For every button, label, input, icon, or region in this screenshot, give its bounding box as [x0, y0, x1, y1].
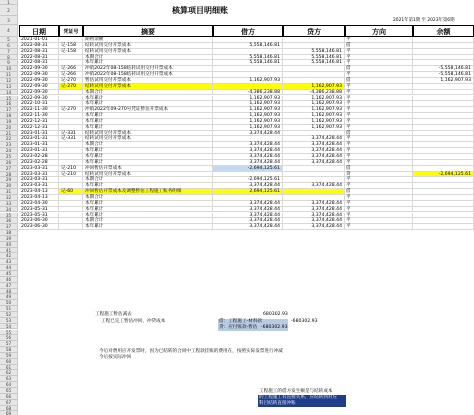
row-date[interactable]: 2023-01-31 — [19, 131, 59, 137]
row-date[interactable]: 2022-09-30 — [19, 96, 59, 102]
row-number[interactable]: 52 — [0, 312, 18, 318]
row-date[interactable]: 2023-06-30 — [19, 218, 59, 224]
row-number[interactable]: 66 — [0, 394, 18, 400]
row-direction[interactable]: 借 — [345, 131, 413, 137]
row-date[interactable]: 2023-01-31 — [19, 142, 59, 148]
row-number[interactable]: 45 — [0, 271, 18, 277]
row-number[interactable]: 10 — [0, 66, 18, 72]
row-summary[interactable]: 本期合计 — [83, 90, 213, 96]
row-number[interactable]: 59 — [0, 353, 18, 359]
row-number[interactable]: 35 — [0, 213, 18, 219]
row-summary[interactable]: 本期合计 — [83, 142, 213, 148]
row-date[interactable]: 2023-05-31 — [19, 213, 59, 219]
row-credit[interactable]: 1,162,907.93 — [283, 113, 345, 119]
row-debit[interactable]: -4,386,238.88 — [213, 90, 283, 96]
row-summary[interactable]: 结转试用交付开票成本 — [83, 136, 213, 142]
row-debit[interactable]: 1,162,907.93 — [213, 96, 283, 102]
row-number[interactable]: 63 — [0, 376, 18, 382]
header-balance: 余额 — [413, 25, 474, 37]
row-summary[interactable]: 结转试用交付开票成本 — [83, 43, 213, 49]
note-value[interactable]: -680302.93 — [291, 319, 318, 324]
row-number[interactable]: 26 — [0, 160, 18, 166]
note-value[interactable]: -680302.93 — [261, 325, 288, 330]
row-date[interactable]: 2022-10-31 — [19, 101, 59, 107]
row-credit[interactable]: 1,162,907.93 — [283, 125, 345, 131]
row-number[interactable]: 37 — [0, 224, 18, 230]
row-date[interactable]: 2023-04-13 — [19, 195, 59, 201]
header-credit: 贷方 — [283, 25, 345, 37]
row-number[interactable]: 11 — [0, 72, 18, 78]
row-date[interactable]: 2022-11-30 — [19, 107, 59, 113]
row-number[interactable]: 61 — [0, 365, 18, 371]
row-summary[interactable]: 本年累计 — [83, 201, 213, 207]
note-entry[interactable]: 贷：应付账款-暂估 — [218, 325, 288, 331]
row-debit[interactable]: 1,162,907.93 — [213, 119, 283, 125]
row-credit[interactable]: 3,374,428.44 — [283, 160, 345, 166]
row-summary[interactable]: 本年累计 — [83, 224, 213, 230]
ledger-title: 核算项目明细账 — [172, 6, 228, 15]
row-number[interactable]: 58 — [0, 347, 18, 353]
row-voucher[interactable]: 记-158 — [59, 49, 83, 55]
row-direction[interactable]: 平 — [345, 213, 413, 219]
row-debit[interactable]: -2,694,125.61 — [213, 166, 283, 172]
row-debit[interactable]: 1,162,907.93 — [213, 125, 283, 131]
row-summary[interactable]: 冲销2022年09-270号凭证暂估开票成本 — [83, 107, 213, 113]
row-number[interactable]: 50 — [0, 300, 18, 306]
row-direction[interactable]: 平 — [345, 49, 413, 55]
row-date[interactable]: 2023-03-31 — [19, 183, 59, 189]
row-credit[interactable]: 3,374,428.44 — [283, 201, 345, 207]
row-direction[interactable]: 平 — [345, 119, 413, 125]
row-debit[interactable]: 3,374,428.44 — [213, 213, 283, 219]
row-credit[interactable]: 3,374,428.44 — [283, 183, 345, 189]
row-number[interactable]: 39 — [0, 236, 18, 242]
row-number[interactable]: 22 — [0, 136, 18, 142]
row-credit[interactable]: 1,162,907.93 — [283, 96, 345, 102]
row-credit[interactable]: 3,374,428.44 — [283, 213, 345, 219]
row-direction[interactable]: 平 — [345, 136, 413, 142]
row-summary[interactable]: 本年累计 — [83, 125, 213, 131]
row-credit[interactable]: 3,374,428.44 — [283, 224, 345, 230]
row-credit[interactable]: 3,374,428.44 — [283, 218, 345, 224]
row-number[interactable]: 68 — [0, 406, 18, 412]
row-summary[interactable]: 结转试用交付开票成本 — [83, 84, 213, 90]
row-number[interactable]: 47 — [0, 283, 18, 289]
row-number[interactable]: 54 — [0, 324, 18, 330]
header-voucher: 凭证号 — [59, 25, 83, 37]
header-direction: 方向 — [345, 25, 413, 37]
note-value[interactable]: 680302.93 — [263, 312, 288, 317]
row-number[interactable]: 30 — [0, 183, 18, 189]
row-number[interactable]: 46 — [0, 277, 18, 283]
row-number[interactable]: 44 — [0, 265, 18, 271]
row-voucher[interactable]: 记-331 — [59, 136, 83, 142]
period-range: 2021年第1期 至 2023年第6期 — [393, 18, 455, 23]
row-summary[interactable]: 结转试用交付开票成本 — [83, 49, 213, 55]
row-direction[interactable]: 平 — [345, 177, 413, 183]
row-date[interactable]: 2022-08-31 — [19, 43, 59, 49]
row-credit[interactable]: 3,374,428.44 — [283, 136, 345, 142]
row-number[interactable]: 29 — [0, 177, 18, 183]
row-debit[interactable]: 3,374,428.44 — [213, 218, 283, 224]
row-summary[interactable]: 本年累计 — [83, 119, 213, 125]
row-credit[interactable]: 1,162,907.93 — [283, 84, 345, 90]
row-number[interactable]: 48 — [0, 289, 18, 295]
row-summary[interactable]: 冲回暂估开票成本 — [83, 166, 213, 172]
row-direction[interactable]: 借 — [345, 66, 413, 72]
row-number[interactable]: 16 — [0, 101, 18, 107]
row-date[interactable]: 2022-08-31 — [19, 49, 59, 55]
row-date[interactable]: 2022-09-30 — [19, 78, 59, 84]
row-date[interactable]: 2023-05-31 — [19, 207, 59, 213]
row-summary[interactable]: 结转试用交付开票成本 — [83, 131, 213, 137]
row-debit[interactable]: -2,694,125.61 — [213, 177, 283, 183]
row-number[interactable]: 32 — [0, 195, 18, 201]
row-summary[interactable]: 冲销2022年08-158结转试用交付开票成本 — [83, 66, 213, 72]
row-debit[interactable]: 1,162,907.93 — [213, 113, 283, 119]
row-summary[interactable]: 本年累计 — [83, 101, 213, 107]
row-summary[interactable]: 本年累计 — [83, 60, 213, 66]
row-balance[interactable] — [413, 224, 474, 230]
row-number[interactable]: 9 — [0, 60, 18, 66]
note-text[interactable]: 的工程施工有直接关系，应结转到对应 — [258, 395, 346, 401]
row-debit[interactable]: 3,374,428.44 — [213, 160, 283, 166]
row-direction[interactable]: 平 — [345, 160, 413, 166]
row-direction[interactable]: 平 — [345, 37, 413, 43]
row-direction[interactable]: 平 — [345, 125, 413, 131]
row-debit[interactable]: 1,162,907.93 — [213, 101, 283, 107]
row-number[interactable]: 34 — [0, 207, 18, 213]
row-summary[interactable]: 本年累计 — [83, 213, 213, 219]
row-number[interactable]: 2 — [0, 5, 18, 16]
row-date[interactable]: 2023-04-13 — [19, 189, 59, 195]
row-direction[interactable]: 平 — [345, 142, 413, 148]
row-direction[interactable]: 平 — [345, 207, 413, 213]
row-date[interactable]: 2022-11-30 — [19, 113, 59, 119]
row-direction[interactable]: 贷 — [345, 172, 413, 178]
row-debit[interactable]: 3,374,428.44 — [213, 142, 283, 148]
row-balance[interactable]: -5,558,146.81 — [413, 66, 474, 72]
row-number[interactable]: 33 — [0, 201, 18, 207]
row-credit[interactable]: 5,558,146.81 — [283, 55, 345, 61]
row-direction[interactable]: 平 — [345, 195, 413, 201]
row-number[interactable]: 65 — [0, 388, 18, 394]
row-number[interactable]: 21 — [0, 131, 18, 137]
row-summary[interactable]: 本期合计 — [83, 218, 213, 224]
row-number[interactable]: 25 — [0, 154, 18, 160]
row-summary[interactable]: 本年累计 — [83, 160, 213, 166]
row-direction[interactable]: 借 — [345, 166, 413, 172]
note-text[interactable]: 科目结转直接冲账 — [258, 401, 346, 407]
row-date[interactable]: 2023-02-28 — [19, 160, 59, 166]
row-direction[interactable]: 平 — [345, 96, 413, 102]
row-date[interactable]: 2023-02-28 — [19, 154, 59, 160]
row-summary[interactable]: 期初余额 — [83, 37, 213, 43]
note-text[interactable]: 今后按实际冲回 — [99, 355, 132, 360]
row-date[interactable]: 2023-04-30 — [19, 201, 59, 207]
note-text[interactable]: 工程施工的借方发生额是与结转成本 — [259, 389, 333, 394]
row-direction[interactable]: 借 — [345, 189, 413, 195]
row-number[interactable]: 55 — [0, 330, 18, 336]
row-number[interactable]: 67 — [0, 400, 18, 406]
row-date[interactable]: 2022-09-30 — [19, 84, 59, 90]
row-summary[interactable]: 本期合计 — [83, 55, 213, 61]
row-summary[interactable]: 本期合计 — [83, 195, 213, 201]
row-voucher[interactable]: 记-158 — [59, 43, 83, 49]
row-summary[interactable]: 本年累计 — [83, 154, 213, 160]
row-summary[interactable]: 本年累计 — [83, 113, 213, 119]
row-number[interactable]: 7 — [0, 49, 18, 55]
row-date[interactable]: 2022-08-31 — [19, 55, 59, 61]
row-number[interactable]: 18 — [0, 113, 18, 119]
row-number[interactable]: 24 — [0, 148, 18, 154]
row-voucher[interactable]: 记-210 — [59, 166, 83, 172]
row-summary[interactable]: 暂估试用交付开票成本 — [83, 78, 213, 84]
row-credit[interactable]: 3,374,428.44 — [283, 207, 345, 213]
row-credit[interactable]: -4,386,238.88 — [283, 90, 345, 96]
row-number[interactable]: 14 — [0, 90, 18, 96]
row-voucher[interactable] — [59, 224, 83, 230]
row-date[interactable]: 2023-03-31 — [19, 172, 59, 178]
row-date[interactable]: 2021-01-01 — [19, 37, 59, 43]
row-direction[interactable]: 平 — [345, 107, 413, 113]
row-direction[interactable]: 借 — [345, 43, 413, 49]
row-direction[interactable]: 平 — [345, 183, 413, 189]
row-number[interactable]: 8 — [0, 55, 18, 61]
row-number[interactable]: 4 — [0, 25, 18, 37]
row-voucher[interactable]: 记-270 — [59, 78, 83, 84]
row-number[interactable]: 31 — [0, 189, 18, 195]
row-voucher[interactable]: 记-270 — [59, 84, 83, 90]
note-text[interactable]: 工程已完工暂估冲回，冲贷成本 — [101, 319, 166, 324]
row-credit[interactable]: 3,374,428.44 — [283, 148, 345, 154]
row-number[interactable]: 5 — [0, 37, 18, 43]
row-debit[interactable]: 3,374,428.44 — [213, 207, 283, 213]
row-date[interactable]: 2023-03-31 — [19, 166, 59, 172]
row-number[interactable]: 17 — [0, 107, 18, 113]
row-number[interactable]: 6 — [0, 43, 18, 49]
row-number[interactable]: 19 — [0, 119, 18, 125]
note-text[interactable]: 今后对费用应开发票时，因为已结转的合同中工程款挂账的费用在，按照实际发票进行冲减 — [99, 349, 283, 354]
row-direction[interactable]: 借 — [345, 78, 413, 84]
row-direction[interactable]: 平 — [345, 154, 413, 160]
row-number[interactable]: 3 — [0, 16, 18, 25]
row-summary[interactable]: 本期合计 — [83, 177, 213, 183]
row-number[interactable]: 36 — [0, 218, 18, 224]
header-debit: 借方 — [213, 25, 283, 37]
row-direction[interactable]: 平 — [345, 60, 413, 66]
row-debit[interactable]: 5,558,146.81 — [213, 55, 283, 61]
row-balance[interactable]: -2,694,125.61 — [413, 172, 474, 178]
row-debit[interactable]: 2,694,125.61 — [213, 189, 283, 195]
row-voucher[interactable]: 记-60 — [59, 189, 83, 195]
row-credit[interactable]: 1,162,907.93 — [283, 101, 345, 107]
row-number[interactable]: 64 — [0, 382, 18, 388]
row-number[interactable]: 60 — [0, 359, 18, 365]
row-date[interactable]: 2023-06-30 — [19, 224, 59, 230]
row-date[interactable]: 2022-09-30 — [19, 66, 59, 72]
row-date[interactable]: 2022-12-31 — [19, 119, 59, 125]
row-debit[interactable]: 3,374,428.44 — [213, 131, 283, 137]
row-direction[interactable]: 平 — [345, 55, 413, 61]
row-date[interactable]: 2022-08-31 — [19, 60, 59, 66]
row-summary[interactable]: 本年累计 — [83, 148, 213, 154]
row-number[interactable]: 57 — [0, 341, 18, 347]
row-number[interactable]: 53 — [0, 318, 18, 324]
row-date[interactable]: 2023-01-31 — [19, 148, 59, 154]
row-number[interactable]: 69 — [0, 411, 18, 415]
row-number[interactable]: 40 — [0, 242, 18, 248]
note-text[interactable]: 工程施工暂估减去 — [95, 312, 132, 317]
row-summary[interactable]: 本年累计 — [83, 207, 213, 213]
row-voucher[interactable]: 记-266 — [59, 66, 83, 72]
row-debit[interactable]: 3,374,428.44 — [213, 148, 283, 154]
row-balance[interactable]: 1,162,907.93 — [413, 78, 474, 84]
row-debit[interactable]: 1,162,907.93 — [213, 78, 283, 84]
row-direction[interactable]: 平 — [345, 148, 413, 154]
note-entry[interactable]: 借：工程施工-材料款 — [218, 319, 288, 325]
row-direction[interactable]: 平 — [345, 224, 413, 230]
row-date[interactable]: 2022-12-31 — [19, 125, 59, 131]
row-credit[interactable]: 5,558,146.81 — [283, 60, 345, 66]
row-credit[interactable]: 1,162,907.93 — [283, 119, 345, 125]
row-summary[interactable]: 本年累计 — [83, 96, 213, 102]
row-number[interactable]: 42 — [0, 253, 18, 259]
row-voucher[interactable]: 记-266 — [59, 72, 83, 78]
row-number[interactable]: 12 — [0, 78, 18, 84]
row-number[interactable]: 62 — [0, 370, 18, 376]
row-summary[interactable]: 冲回暂估开票成本及调整暂估工程施工账务明细 — [83, 189, 213, 195]
row-number[interactable]: 41 — [0, 248, 18, 254]
row-direction[interactable]: 平 — [345, 201, 413, 207]
row-summary[interactable]: 结转试用交付开票成本 — [83, 172, 213, 178]
row-number[interactable]: 38 — [0, 230, 18, 236]
header-summary: 摘要 — [83, 25, 213, 37]
row-number[interactable]: 15 — [0, 96, 18, 102]
row-debit[interactable]: 3,374,428.44 — [213, 201, 283, 207]
row-credit[interactable]: 5,558,146.81 — [283, 49, 345, 55]
row-voucher[interactable]: 记-210 — [59, 172, 83, 178]
row-summary[interactable]: 冲销2022年08-158结转试用交付开票成本 — [83, 72, 213, 78]
row-date[interactable]: 2022-09-30 — [19, 72, 59, 78]
row-voucher[interactable]: 记-331 — [59, 131, 83, 137]
row-number[interactable]: 51 — [0, 306, 18, 312]
row-number[interactable]: 49 — [0, 294, 18, 300]
row-credit[interactable]: 3,374,428.44 — [283, 142, 345, 148]
row-date[interactable]: 2023-01-31 — [19, 136, 59, 142]
row-balance[interactable]: -5,558,146.81 — [413, 72, 474, 78]
row-debit[interactable]: 5,558,146.81 — [213, 60, 283, 66]
row-number[interactable]: 1 — [0, 0, 18, 5]
row-direction[interactable]: 平 — [345, 101, 413, 107]
row-direction[interactable]: 平 — [345, 113, 413, 119]
row-number[interactable]: 23 — [0, 142, 18, 148]
row-number[interactable]: 20 — [0, 125, 18, 131]
header-date: 日期 — [19, 25, 59, 37]
row-number[interactable]: 13 — [0, 84, 18, 90]
row-date[interactable]: 2022-09-30 — [19, 90, 59, 96]
row-number[interactable]: 27 — [0, 166, 18, 172]
row-debit[interactable]: 1,162,907.93 — [213, 107, 283, 113]
row-direction[interactable]: 平 — [345, 218, 413, 224]
row-direction[interactable]: 平 — [345, 72, 413, 78]
row-debit[interactable]: 5,558,146.81 — [213, 43, 283, 49]
row-number[interactable]: 28 — [0, 172, 18, 178]
row-date[interactable]: 2023-03-31 — [19, 177, 59, 183]
row-summary[interactable]: 本年累计 — [83, 183, 213, 189]
row-credit[interactable]: 1,162,907.93 — [283, 107, 345, 113]
row-credit[interactable]: 3,374,428.44 — [283, 154, 345, 160]
row-number[interactable]: 56 — [0, 335, 18, 341]
row-direction[interactable]: 平 — [345, 84, 413, 90]
row-number[interactable]: 43 — [0, 259, 18, 265]
row-debit[interactable]: 3,374,428.44 — [213, 154, 283, 160]
row-direction[interactable]: 平 — [345, 90, 413, 96]
row-voucher[interactable]: 记-270 — [59, 107, 83, 113]
row-debit[interactable]: 3,374,428.44 — [213, 224, 283, 230]
row-debit[interactable]: 3,374,428.44 — [213, 183, 283, 189]
